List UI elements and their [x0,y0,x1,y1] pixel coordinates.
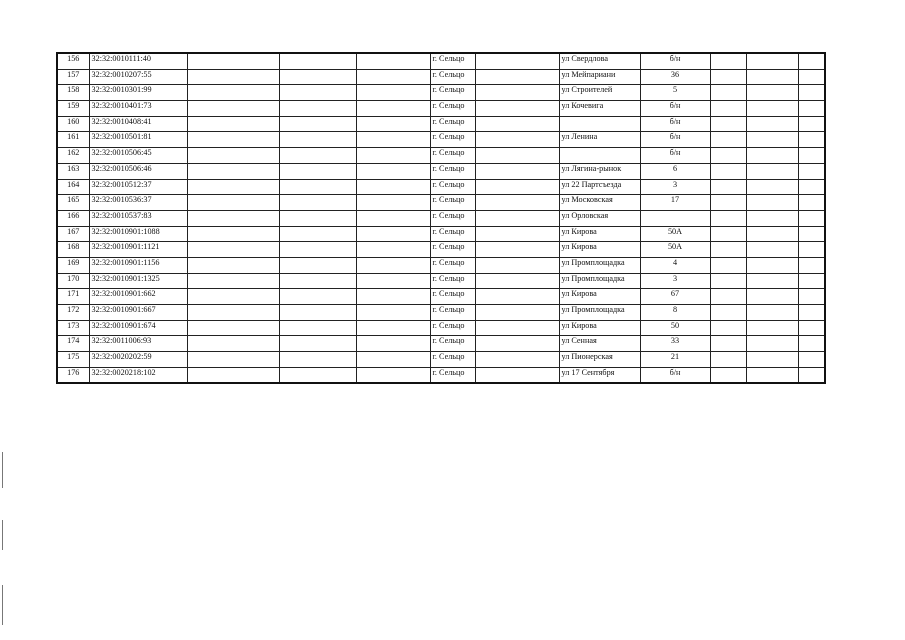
empty-cell [798,195,825,211]
row-number: 163 [57,163,89,179]
empty-cell [798,305,825,321]
table-row [57,163,825,179]
empty-cell [187,210,279,226]
empty-cell [746,195,798,211]
row-number: 158 [57,85,89,101]
empty-cell [798,226,825,242]
house-number: б/н [640,116,710,132]
empty-cell [356,101,430,117]
empty-cell [279,179,356,195]
cadastral-number: 32:32:0010901:667 [89,305,187,321]
street-cell: ул Кирова [559,320,640,336]
empty-cell [798,179,825,195]
empty-cell [475,53,559,69]
empty-cell [279,336,356,352]
empty-cell [475,69,559,85]
street-cell: ул Промплощадка [559,305,640,321]
empty-cell [279,320,356,336]
empty-cell [746,53,798,69]
table-row [57,305,825,321]
empty-cell [710,69,746,85]
table-row [57,367,825,383]
table-row [57,289,825,305]
empty-cell [187,163,279,179]
empty-cell [187,367,279,383]
empty-cell [746,367,798,383]
empty-cell [356,320,430,336]
house-number: 50А [640,226,710,242]
empty-cell [798,132,825,148]
empty-cell [187,179,279,195]
empty-cell [356,305,430,321]
empty-cell [710,148,746,164]
empty-cell [279,132,356,148]
table-row [57,195,825,211]
empty-cell [710,85,746,101]
empty-cell [710,179,746,195]
empty-cell [187,320,279,336]
empty-cell [710,320,746,336]
empty-cell [475,195,559,211]
empty-cell [279,195,356,211]
empty-cell [710,367,746,383]
empty-cell [710,305,746,321]
row-number: 164 [57,179,89,195]
empty-cell [356,226,430,242]
cadastral-number: 32:32:0010408:41 [89,116,187,132]
house-number: 36 [640,69,710,85]
empty-cell [710,242,746,258]
empty-cell [356,273,430,289]
empty-cell [746,69,798,85]
empty-cell [475,226,559,242]
empty-cell [187,132,279,148]
house-number: 50 [640,320,710,336]
row-number: 173 [57,320,89,336]
row-number: 172 [57,305,89,321]
empty-cell [356,148,430,164]
empty-cell [710,53,746,69]
street-cell: ул Сенная [559,336,640,352]
empty-cell [187,69,279,85]
city-cell: г. Сельцо [430,53,475,69]
city-cell: г. Сельцо [430,289,475,305]
cadastral-number: 32:32:0010506:46 [89,163,187,179]
empty-cell [356,210,430,226]
table-row [57,53,825,69]
house-number: 4 [640,257,710,273]
street-cell: ул 17 Сентября [559,367,640,383]
city-cell: г. Сельцо [430,242,475,258]
empty-cell [746,305,798,321]
table-row [57,69,825,85]
table-row [57,320,825,336]
empty-cell [279,289,356,305]
row-number: 168 [57,242,89,258]
empty-cell [475,210,559,226]
cadastral-number: 32:32:0010111:40 [89,53,187,69]
empty-cell [279,210,356,226]
cadastral-number: 32:32:0010537:83 [89,210,187,226]
empty-cell [798,257,825,273]
empty-cell [356,163,430,179]
empty-cell [710,132,746,148]
empty-cell [356,195,430,211]
cadastral-number: 32:32:0010536:37 [89,195,187,211]
empty-cell [475,352,559,368]
empty-cell [279,116,356,132]
registry-body [57,53,825,383]
city-cell: г. Сельцо [430,148,475,164]
street-cell [559,148,640,164]
row-number: 167 [57,226,89,242]
cadastral-number: 32:32:0010901:1121 [89,242,187,258]
table-row [57,273,825,289]
street-cell: ул Ленина [559,132,640,148]
street-cell: ул Пионерская [559,352,640,368]
row-number: 165 [57,195,89,211]
empty-cell [710,289,746,305]
empty-cell [356,367,430,383]
empty-cell [746,273,798,289]
empty-cell [475,148,559,164]
registry-table [56,52,826,384]
empty-cell [475,85,559,101]
empty-cell [187,85,279,101]
empty-cell [746,336,798,352]
house-number: 21 [640,352,710,368]
city-cell: г. Сельцо [430,116,475,132]
street-cell: ул Московская [559,195,640,211]
empty-cell [279,242,356,258]
city-cell: г. Сельцо [430,226,475,242]
empty-cell [475,320,559,336]
cadastral-number: 32:32:0010901:674 [89,320,187,336]
empty-cell [710,195,746,211]
empty-cell [475,242,559,258]
house-number: 3 [640,273,710,289]
empty-cell [187,352,279,368]
table-row [57,132,825,148]
empty-cell [710,352,746,368]
table-row [57,101,825,117]
empty-cell [475,257,559,273]
row-number: 166 [57,210,89,226]
city-cell: г. Сельцо [430,132,475,148]
house-number: 67 [640,289,710,305]
street-cell: ул Промплощадка [559,257,640,273]
empty-cell [187,336,279,352]
street-cell: ул 22 Партсъезда [559,179,640,195]
scan-edge-mark [2,520,3,550]
empty-cell [746,242,798,258]
empty-cell [475,132,559,148]
city-cell: г. Сельцо [430,320,475,336]
cadastral-number: 32:32:0010501:81 [89,132,187,148]
empty-cell [798,85,825,101]
empty-cell [187,101,279,117]
cadastral-number: 32:32:0020218:102 [89,367,187,383]
table-row [57,336,825,352]
empty-cell [279,53,356,69]
city-cell: г. Сельцо [430,273,475,289]
empty-cell [746,289,798,305]
empty-cell [279,101,356,117]
row-number: 162 [57,148,89,164]
empty-cell [710,257,746,273]
table-row [57,179,825,195]
empty-cell [279,148,356,164]
city-cell: г. Сельцо [430,305,475,321]
empty-cell [746,352,798,368]
row-number: 171 [57,289,89,305]
empty-cell [187,257,279,273]
table-row [57,352,825,368]
street-cell: ул Промплощадка [559,273,640,289]
empty-cell [356,289,430,305]
street-cell: ул Кирова [559,226,640,242]
empty-cell [475,163,559,179]
street-cell: ул Кочевига [559,101,640,117]
empty-cell [279,69,356,85]
city-cell: г. Сельцо [430,163,475,179]
table-row [57,242,825,258]
house-number: 17 [640,195,710,211]
cadastral-number: 32:32:0010207:55 [89,69,187,85]
empty-cell [279,367,356,383]
cadastral-number: 32:32:0010506:45 [89,148,187,164]
empty-cell [798,101,825,117]
table-row [57,226,825,242]
row-number: 169 [57,257,89,273]
street-cell: ул Кирова [559,242,640,258]
house-number: б/н [640,132,710,148]
empty-cell [356,242,430,258]
empty-cell [798,289,825,305]
row-number: 174 [57,336,89,352]
row-number: 157 [57,69,89,85]
street-cell [559,116,640,132]
empty-cell [475,305,559,321]
empty-cell [798,273,825,289]
row-number: 176 [57,367,89,383]
house-number: 3 [640,179,710,195]
cadastral-number: 32:32:0010901:1156 [89,257,187,273]
empty-cell [187,305,279,321]
empty-cell [475,367,559,383]
city-cell: г. Сельцо [430,195,475,211]
city-cell: г. Сельцо [430,85,475,101]
empty-cell [279,257,356,273]
empty-cell [710,101,746,117]
empty-cell [187,226,279,242]
city-cell: г. Сельцо [430,352,475,368]
city-cell: г. Сельцо [430,69,475,85]
empty-cell [798,163,825,179]
empty-cell [475,336,559,352]
city-cell: г. Сельцо [430,101,475,117]
empty-cell [279,85,356,101]
row-number: 170 [57,273,89,289]
street-cell: ул Свердлова [559,53,640,69]
empty-cell [475,116,559,132]
table-row [57,210,825,226]
cadastral-number: 32:32:0010512:37 [89,179,187,195]
empty-cell [475,289,559,305]
empty-cell [475,179,559,195]
cadastral-number: 32:32:0010901:1325 [89,273,187,289]
empty-cell [356,179,430,195]
street-cell: ул Кирова [559,289,640,305]
empty-cell [746,148,798,164]
table-row [57,116,825,132]
empty-cell [710,226,746,242]
empty-cell [746,132,798,148]
empty-cell [356,69,430,85]
empty-cell [187,242,279,258]
street-cell: ул Мейпариани [559,69,640,85]
cadastral-number: 32:32:0011006:93 [89,336,187,352]
cadastral-number: 32:32:0010301:99 [89,85,187,101]
empty-cell [798,367,825,383]
empty-cell [475,101,559,117]
empty-cell [798,69,825,85]
empty-cell [746,179,798,195]
empty-cell [746,257,798,273]
empty-cell [746,226,798,242]
house-number: 8 [640,305,710,321]
scan-edge-mark [2,452,3,488]
empty-cell [746,116,798,132]
cadastral-number: 32:32:0010401:73 [89,101,187,117]
empty-cell [798,352,825,368]
house-number [640,210,710,226]
table-row [57,148,825,164]
empty-cell [279,273,356,289]
street-cell: ул Лягина-рынок [559,163,640,179]
table-row [57,85,825,101]
city-cell: г. Сельцо [430,257,475,273]
row-number: 175 [57,352,89,368]
empty-cell [356,85,430,101]
scan-edge-mark [2,585,3,625]
empty-cell [710,210,746,226]
empty-cell [746,210,798,226]
empty-cell [279,305,356,321]
empty-cell [356,352,430,368]
empty-cell [710,273,746,289]
empty-cell [356,116,430,132]
empty-cell [187,53,279,69]
city-cell: г. Сельцо [430,179,475,195]
empty-cell [187,148,279,164]
city-cell: г. Сельцо [430,336,475,352]
house-number: 5 [640,85,710,101]
empty-cell [798,148,825,164]
empty-cell [187,116,279,132]
house-number: б/н [640,148,710,164]
empty-cell [356,257,430,273]
street-cell: ул Орловская [559,210,640,226]
empty-cell [279,352,356,368]
empty-cell [279,226,356,242]
row-number: 160 [57,116,89,132]
empty-cell [710,116,746,132]
empty-cell [279,163,356,179]
city-cell: г. Сельцо [430,367,475,383]
cadastral-number: 32:32:0010901:662 [89,289,187,305]
empty-cell [187,289,279,305]
empty-cell [798,242,825,258]
empty-cell [798,116,825,132]
empty-cell [187,273,279,289]
empty-cell [710,336,746,352]
empty-cell [356,132,430,148]
empty-cell [746,163,798,179]
empty-cell [356,336,430,352]
empty-cell [746,320,798,336]
house-number: 50А [640,242,710,258]
city-cell: г. Сельцо [430,210,475,226]
table-row [57,257,825,273]
empty-cell [798,320,825,336]
empty-cell [798,53,825,69]
cadastral-number: 32:32:0010901:1088 [89,226,187,242]
empty-cell [798,210,825,226]
row-number: 161 [57,132,89,148]
empty-cell [746,101,798,117]
house-number: б/н [640,101,710,117]
empty-cell [710,163,746,179]
empty-cell [798,336,825,352]
empty-cell [356,53,430,69]
row-number: 159 [57,101,89,117]
house-number: 6 [640,163,710,179]
house-number: 33 [640,336,710,352]
house-number: б/н [640,367,710,383]
cadastral-number: 32:32:0020202:59 [89,352,187,368]
street-cell: ул Строителей [559,85,640,101]
empty-cell [746,85,798,101]
house-number: б/н [640,53,710,69]
empty-cell [187,195,279,211]
empty-cell [475,273,559,289]
row-number: 156 [57,53,89,69]
